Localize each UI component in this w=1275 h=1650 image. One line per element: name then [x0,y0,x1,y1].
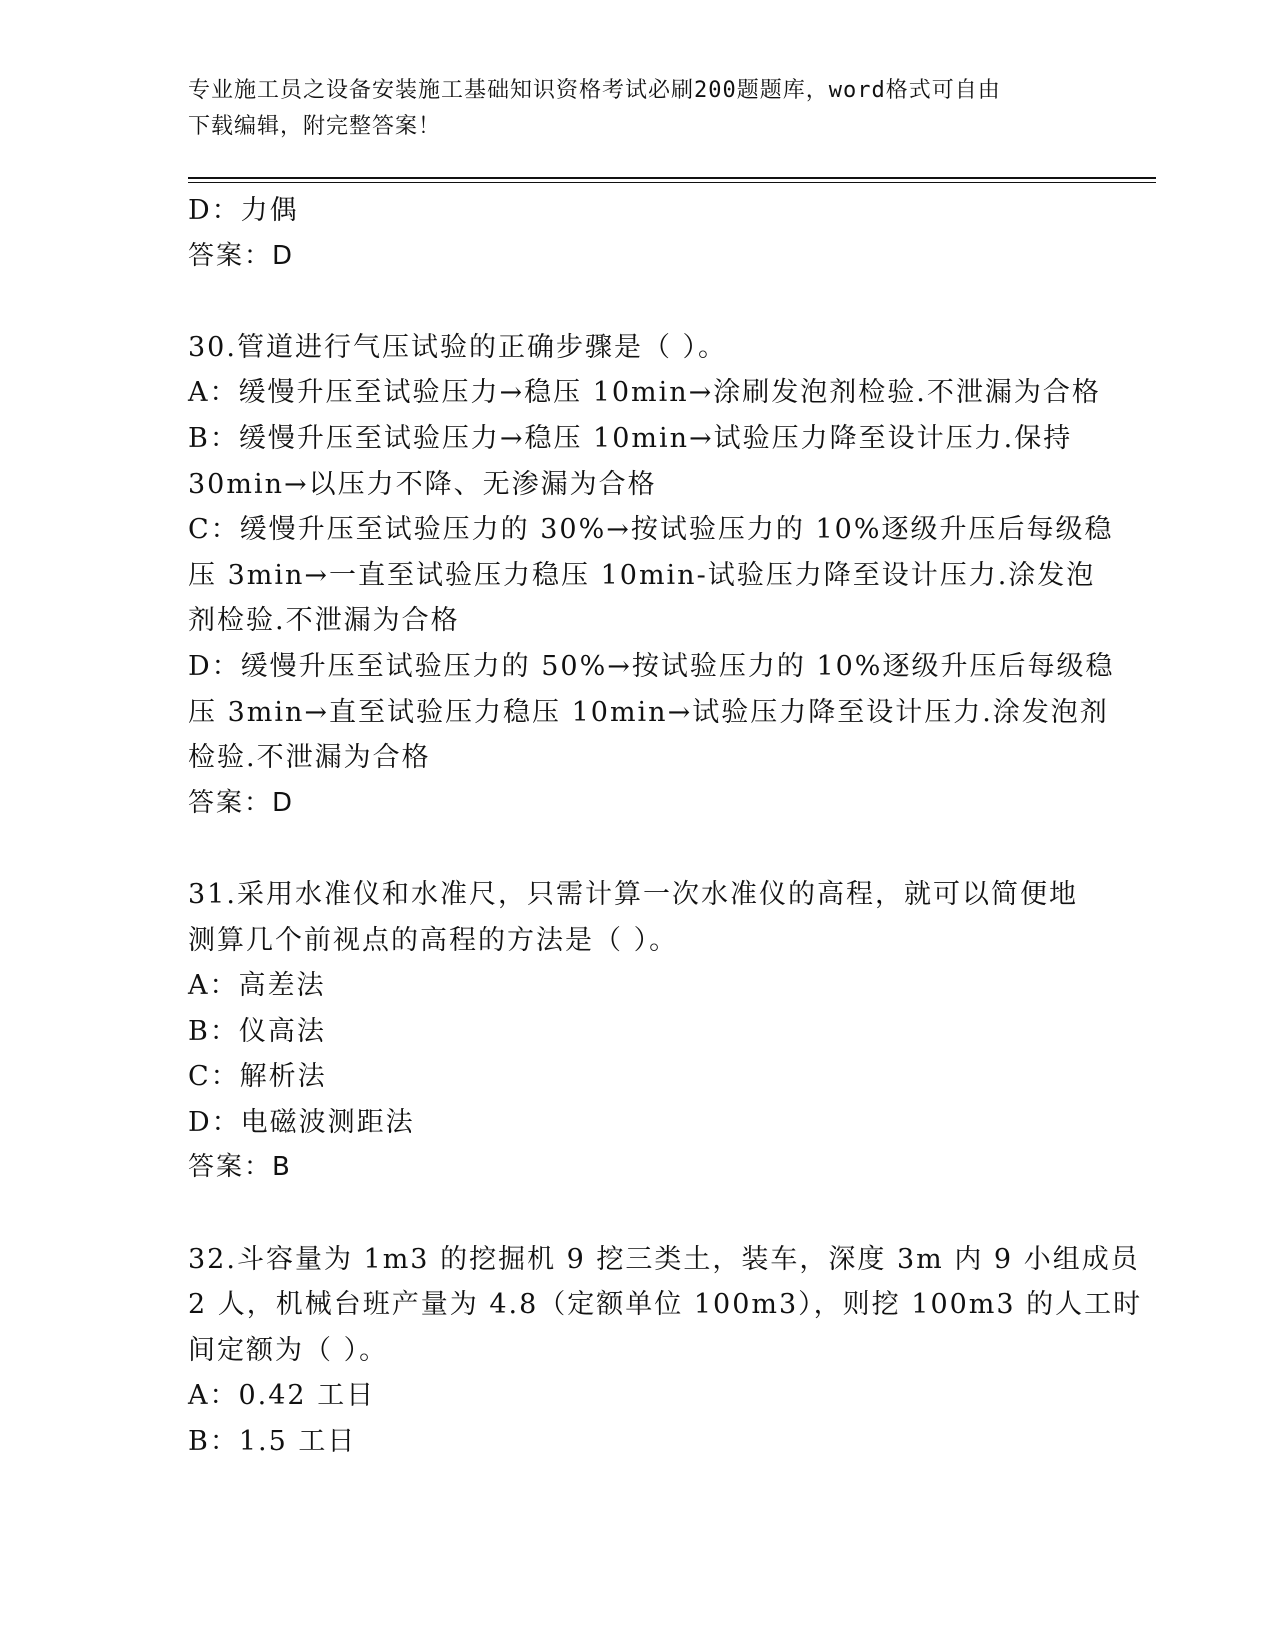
q31-stem-line-2: 测算几个前视点的高程的方法是（ ）。 [188,924,679,956]
q32-stem-line-2: 2 人，机械台班产量为 4.8（定额单位 100m3），则挖 100m3 的人工时 [188,1289,1143,1321]
q31-stem-line-1: 31.采用水准仪和水准尺，只需计算一次水准仪的高程，就可以简便地 [188,878,1078,910]
q31-option-b: B：仪高法 [188,1015,326,1047]
spacer [188,1191,1088,1237]
q30-option-c-line-3: 剂检验.不泄漏为合格 [188,605,460,637]
q30-option-c-line-2: 压 3min→一直至试验压力稳压 10min-试验压力降至设计压力.涂发泡 [188,559,1096,591]
q32-option-b: B：1.5 工日 [188,1426,357,1458]
q30-option-a: A：缓慢升压至试验压力→稳压 10min→涂刷发泡剂检验.不泄漏为合格 [188,377,1101,409]
q30-option-d-line-2: 压 3min→直至试验压力稳压 10min→试验压力降至设计压力.涂发泡剂 [188,696,1109,728]
header-divider-thick [188,177,1156,179]
q32-stem-line-1: 32.斗容量为 1m3 的挖掘机 9 挖三类土，装车，深度 3m 内 9 小组成员 [188,1243,1140,1275]
q31-answer: 答案：B [188,1152,292,1183]
q30-stem: 30.管道进行气压试验的正确步骤是（ ）。 [188,331,728,363]
q31-option-c: C：解析法 [188,1061,327,1093]
q29-answer: 答案：D [188,240,295,271]
q30-option-d-line-1: D：缓慢升压至试验压力的 50%→按试验压力的 10%逐级升压后每级稳 [188,650,1115,682]
q32-option-a: A：0.42 工日 [188,1380,376,1412]
q30-option-c-line-1: C：缓慢升压至试验压力的 30%→按试验压力的 10%逐级升压后每级稳 [188,514,1114,546]
spacer [188,826,1088,872]
question-content [188,188,1143,1465]
q31-option-d: D：电磁波测距法 [188,1106,415,1138]
q30-option-b-line-2: 30min→以压力不降、无渗漏为合格 [188,468,657,500]
header-line-2: 下载编辑，附完整答案！ [188,114,442,139]
q30-answer: 答案：D [188,787,295,818]
q29-option-d: D：力偶 [188,195,299,226]
q30-option-b-line-1: B：缓慢升压至试验压力→稳压 10min→试验压力降至设计压力.保持 [188,422,1073,454]
header-line-1: 专业施工员之设备安装施工基础知识资格考试必刷200题题库，word格式可自由 [188,78,1001,103]
q30-option-d-line-3: 检验.不泄漏为合格 [188,742,431,774]
q31-option-a: A：高差法 [188,970,326,1002]
page-header [188,73,1068,145]
q32-stem-line-3: 间定额为（ ）。 [188,1334,389,1366]
spacer [188,279,1088,325]
header-divider-thin [188,182,1156,183]
